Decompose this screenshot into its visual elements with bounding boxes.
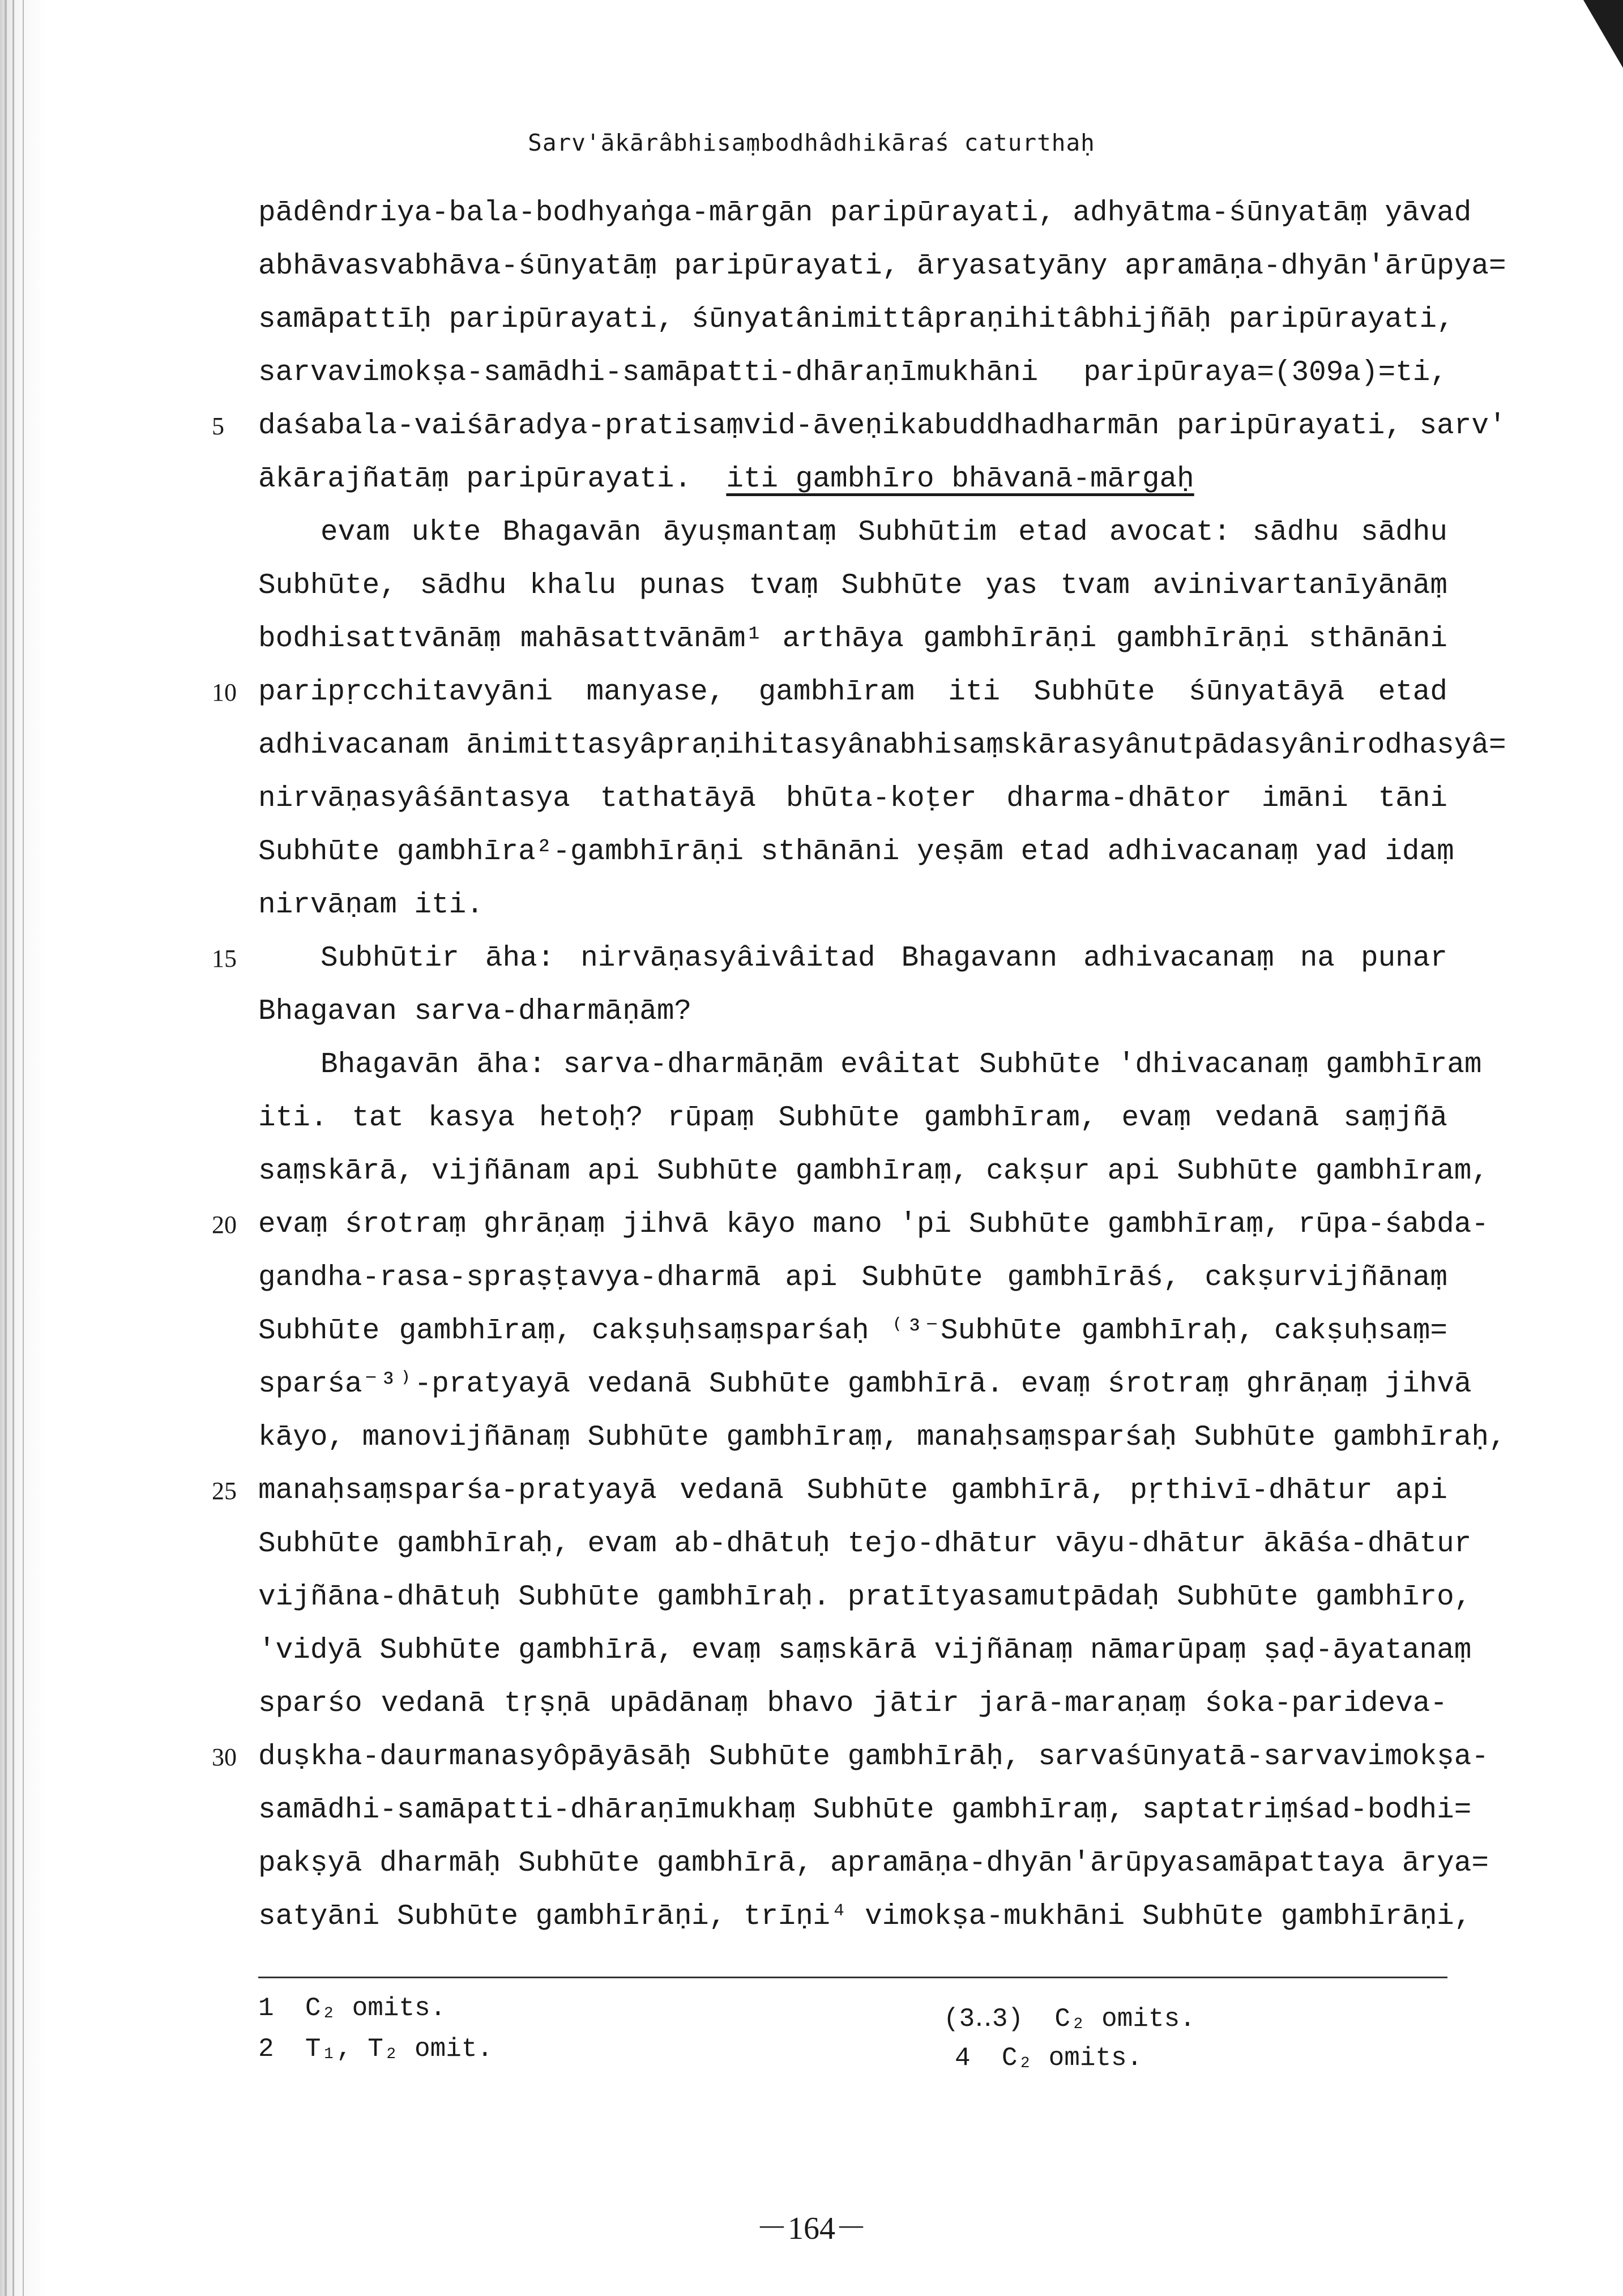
footnote-text: C₂ omits. bbox=[305, 1994, 446, 2023]
line-text: evaṃ śrotraṃ ghrāṇaṃ jihvā kāyo mano 'pi Subhūte gambhīraṃ, rūpa-śabda- bbox=[258, 1209, 1489, 1241]
paragraph-start: Bhagavān āha: sarva-dharmāṇām evâitat Subhūte 'dhivacanaṃ gambhīram bbox=[321, 1049, 1482, 1081]
text-line bbox=[258, 1411, 1506, 1465]
line-text: samāpattīḥ paripūrayati, śūnyatânimittâpraṇihitâbhijñāḥ paripūrayati, bbox=[258, 304, 1454, 336]
text-line bbox=[212, 932, 1447, 985]
line-text: nirvāṇam iti. bbox=[258, 889, 484, 921]
line-text: pakṣyā dharmāḥ Subhūte gambhīrā, apramāṇa-dhyān'ārūpyasamāpattaya ārya= bbox=[258, 1847, 1489, 1880]
line-text: Subhūte gambhīraṃ, cakṣuḥsaṃsparśaḥ ⁽³⁻Subhūte gambhīraḥ, cakṣuḥsaṃ= bbox=[258, 1315, 1447, 1347]
text-line bbox=[258, 1039, 1482, 1092]
footnote bbox=[258, 2034, 493, 2064]
text-line bbox=[212, 1198, 1489, 1252]
line-number: 5 bbox=[212, 412, 224, 440]
line-text: Subhūte gambhīra²-gambhīrāṇi sthānāni yeṣām etad adhivacanaṃ yad idaṃ bbox=[258, 836, 1454, 868]
text-line bbox=[258, 506, 1447, 560]
scan-edge bbox=[0, 0, 45, 2296]
footnote bbox=[955, 2043, 1142, 2073]
line-text bbox=[258, 453, 1447, 506]
line-text: nirvāṇasyâśāntasya tathatāyā bhūta-koṭer dharma-dhātor imāni tāni bbox=[258, 783, 1447, 815]
line-text: satyāni Subhūte gambhīrāṇi, trīṇi⁴ vimokṣa-mukhāni Subhūte gambhīrāṇi, bbox=[258, 1901, 1472, 1933]
footnote-separator bbox=[258, 1977, 1447, 1978]
text-line bbox=[258, 1784, 1472, 1837]
line-text: sparśa⁻³⁾-pratyayā vedanā Subhūte gambhīrā. evaṃ śrotraṃ ghrāṇaṃ jihvā bbox=[258, 1368, 1472, 1401]
line-text: vijñāna-dhātuḥ Subhūte gambhīraḥ. pratītyasamutpādaḥ Subhūte gambhīro, bbox=[258, 1581, 1472, 1614]
text-line bbox=[258, 1305, 1447, 1358]
line-number: 15 bbox=[212, 945, 237, 972]
text-line bbox=[258, 347, 1447, 400]
line-text: duṣkha-daurmanasyôpāyāsāḥ Subhūte gambhīrāḥ, sarvaśūnyatā-sarvavimokṣa- bbox=[258, 1741, 1489, 1773]
footnote-text: C₂ omits. bbox=[1001, 2043, 1143, 2073]
footnote-mark: 2 bbox=[258, 2034, 274, 2064]
line-text: gandha-rasa-spraṣṭavya-dharmā api Subhūte gambhīrāś, cakṣurvijñānaṃ bbox=[258, 1262, 1447, 1294]
text-line bbox=[258, 719, 1506, 773]
text-line bbox=[258, 187, 1472, 240]
text-line bbox=[258, 453, 1447, 506]
footnote-text: C₂ omits. bbox=[1054, 2004, 1195, 2034]
text-line bbox=[258, 985, 1447, 1039]
text-line bbox=[258, 1624, 1472, 1678]
running-title: Sarv'ākārâbhisaṃbodhâdhikāraś caturthaḥ bbox=[528, 129, 1095, 156]
line-number: 25 bbox=[212, 1477, 237, 1505]
text-line bbox=[258, 240, 1506, 293]
footnote-mark: 1 bbox=[258, 1994, 274, 2023]
line-text: iti. tat kasya hetoḥ? rūpaṃ Subhūte gambhīram, evaṃ vedanā saṃjñā bbox=[258, 1102, 1447, 1134]
line-text: adhivacanam ānimittasyâpraṇihitasyânabhisaṃskārasyânutpādasyânirodhasyâ= bbox=[258, 729, 1506, 762]
line-text: daśabala-vaiśāradya-pratisaṃvid-āveṇikabuddhadharmān paripūrayati, sarv' bbox=[258, 410, 1506, 442]
text-line bbox=[258, 1678, 1447, 1731]
line-text: samādhi-samāpatti-dhāraṇīmukhaṃ Subhūte gambhīraṃ, saptatriṃśad-bodhi= bbox=[258, 1794, 1472, 1826]
text-line bbox=[258, 879, 1447, 932]
text-line bbox=[258, 1837, 1489, 1890]
line-text-start: ākārajñatāṃ paripūrayati. bbox=[258, 463, 727, 496]
text-line bbox=[212, 1465, 1447, 1518]
text-line bbox=[258, 1358, 1472, 1411]
line-text: Subhūte, sādhu khalu punas tvaṃ Subhūte yas tvam avinivartanīyānāṃ bbox=[258, 570, 1447, 602]
text-line bbox=[258, 293, 1454, 347]
text-line bbox=[212, 400, 1506, 453]
line-number: 20 bbox=[212, 1211, 237, 1239]
text-line bbox=[258, 1252, 1447, 1305]
line-text: sarvavimokṣa-samādhi-samāpatti-dhāraṇīmukhāni paripūraya=(309a)=ti, bbox=[258, 357, 1447, 389]
text-line bbox=[258, 613, 1447, 666]
text-line bbox=[258, 773, 1447, 826]
footnote bbox=[258, 1994, 446, 2023]
line-text: kāyo, manovijñānaṃ Subhūte gambhīraṃ, manaḥsaṃsparśaḥ Subhūte gambhīraḥ, bbox=[258, 1422, 1506, 1454]
paragraph-start: evam ukte Bhagavān āyuṣmantaṃ Subhūtim etad avocat: sādhu sādhu bbox=[321, 517, 1447, 549]
line-number: 30 bbox=[212, 1743, 237, 1771]
line-text: abhāvasvabhāva-śūnyatāṃ paripūrayati, āryasatyāny apramāṇa-dhyān'ārūpya= bbox=[258, 250, 1506, 283]
text-line bbox=[258, 826, 1454, 879]
line-text: pādêndriya-bala-bodhyaṅga-mārgān paripūrayati, adhyātma-śūnyatāṃ yāvad bbox=[258, 197, 1472, 229]
line-text: bodhisattvānāṃ mahāsattvānām¹ arthāya gambhīrāṇi gambhīrāṇi sthānāni bbox=[258, 623, 1447, 655]
line-text: manaḥsaṃsparśa-pratyayā vedanā Subhūte gambhīrā, pṛthivī-dhātur api bbox=[258, 1475, 1447, 1507]
line-number: 10 bbox=[212, 678, 237, 706]
text-line bbox=[258, 1092, 1447, 1145]
text-line bbox=[258, 560, 1447, 613]
paragraph-start: Subhūtir āha: nirvāṇasyâivâitad Bhagavann adhivacanaṃ na punar bbox=[321, 942, 1447, 975]
text-line bbox=[258, 1145, 1489, 1198]
scan-corner-mark bbox=[1583, 0, 1623, 68]
footnote-mark: (3‥3) bbox=[943, 2004, 1024, 2034]
section-end-underlined: iti gambhīro bhāvanā-mārgaḥ bbox=[726, 463, 1194, 496]
line-text: Subhūte gambhīraḥ, evam ab-dhātuḥ tejo-dhātur vāyu-dhātur ākāśa-dhātur bbox=[258, 1528, 1472, 1560]
text-line bbox=[212, 1731, 1489, 1784]
footnote bbox=[943, 2001, 1195, 2034]
text-line bbox=[212, 666, 1447, 719]
footnote-text: T₁, T₂ omit. bbox=[305, 2034, 493, 2064]
text-line bbox=[258, 1518, 1472, 1571]
line-text: sparśo vedanā tṛṣṇā upādānaṃ bhavo jātir jarā-maraṇaṃ śoka-parideva- bbox=[258, 1688, 1447, 1720]
line-text: Bhagavan sarva-dharmāṇām? bbox=[258, 996, 692, 1028]
text-line bbox=[258, 1890, 1472, 1944]
line-text: saṃskārā, vijñānam api Subhūte gambhīraṃ, cakṣur api Subhūte gambhīram, bbox=[258, 1155, 1489, 1188]
line-text: paripṛcchitavyāni manyase, gambhīram iti Subhūte śūnyatāyā etad bbox=[258, 676, 1447, 709]
footnote-mark: 4 bbox=[955, 2043, 971, 2073]
text-line bbox=[258, 1571, 1472, 1624]
main-text bbox=[212, 187, 1506, 1944]
line-text: 'vidyā Subhūte gambhīrā, evaṃ saṃskārā vijñānaṃ nāmarūpaṃ ṣaḍ-āyatanaṃ bbox=[258, 1634, 1472, 1667]
page-number: －164－ bbox=[756, 2211, 867, 2246]
